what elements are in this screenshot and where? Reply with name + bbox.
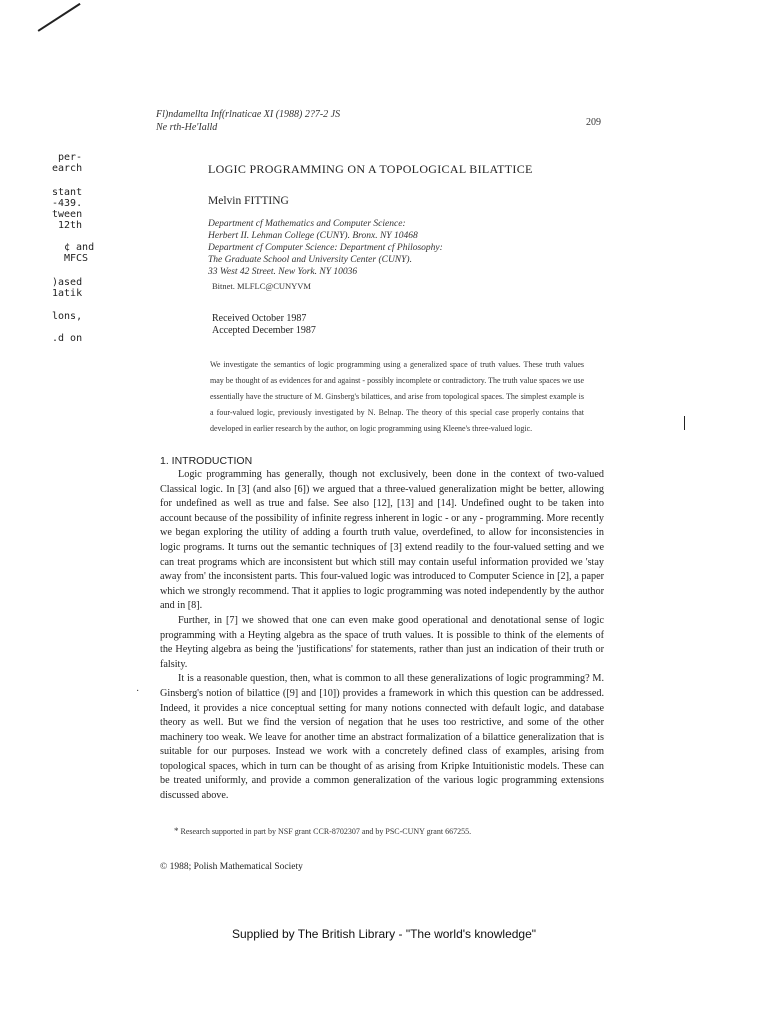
journal-line-1: Fl)ndamellta Inf(rlnaticae XI (1988) 2?7-2 JS bbox=[156, 109, 341, 120]
affiliation-line: Department cf Mathematics and Computer Science: bbox=[208, 219, 406, 229]
paragraph: It is a reasonable question, then, what is common to all these generalizations of logic programming? M. Ginsberg's notion of bilattice ([9] and [10]) provides a framework in which this question can be addressed. Indeed, it provides a nice conceptual setting for many notions connected with default logic, and database theory as well. But we find the version of negation that he uses too restrictive, and some of the other machinery too weak. We leave for another time an abstract formalization of a bilattice generalization that is suitable for our purposes. Instead we work with a concretely defined class of examples, arising from topological spaces, which in turn can be thought of as arising from Kripke Intuitionistic models. These can be treated uniformly, and provide a common generalization of the various logic programming extensions discussed above. bbox=[160, 673, 604, 802]
margin-fragment: 1atik bbox=[52, 288, 83, 299]
margin-fragment: stant bbox=[52, 187, 83, 198]
received-date: Received October 1987 bbox=[212, 313, 307, 324]
paragraph: Logic programming has generally, though not exclusively, been done in the context of two-valued Classical logic. In [3] (and also [6]) we argued that a three-valued generalization might be better, allowing for undefined as well as true and false. See also [12], [13] and [14]. Undefined ought to be taken into account because of the possibility of infinite regress inherent in logic - or any - programming. More recently we began exploring the utility of adding a fourth truth value, overdefined, to allow for inconsistencies in logic programs. It turns out the semantic techniques of [3] extend readily to the four-valued setting and we can treat programs which are inconsistent but which still may contain useful information provided we 'stay away from' the inconsistent parts. This four-valued logic was introduced to Computer Science in [2], a paper which we strongly recommend. That it applies to logic programming was noted independently by the author and in [8]. bbox=[160, 469, 604, 612]
stray-mark: · bbox=[136, 686, 140, 697]
page-number: 209 bbox=[586, 117, 601, 128]
abstract: We investigate the semantics of logic programming using a generalized space of truth values. These truth values may be thought of as evidences for and against - possibly incomplete or contradictory. The truth value spaces we use essentially have the structure of M. Ginsberg's bilattices, and arise from topological spaces. The simplest example is a four-valued logic, previously investigated by N. Belnap. The theory of this special case properly contains that developed in earlier research by the author, on logic programming using Kleene's three-valued logic. bbox=[210, 360, 584, 433]
corner-slash-mark bbox=[38, 3, 81, 31]
affiliation-block bbox=[208, 218, 568, 278]
margin-fragment: MFCS bbox=[64, 253, 89, 264]
affiliation-line: The Graduate School and University Center (CUNY). bbox=[208, 255, 412, 265]
footnote-marker: * bbox=[174, 826, 179, 836]
footnote bbox=[174, 826, 471, 836]
body-text bbox=[160, 468, 604, 804]
bitnet-address: Bitnet. MLFLC@CUNYVM bbox=[212, 281, 311, 291]
margin-fragment: per- bbox=[58, 152, 83, 163]
author-name: Melvin FITTING bbox=[208, 195, 289, 207]
affiliation-line: 33 West 42 Street. New York. NY 10036 bbox=[208, 267, 358, 277]
journal-header bbox=[156, 108, 536, 134]
paper-title: LOGIC PROGRAMMING ON A TOPOLOGICAL BILATTICE bbox=[208, 162, 533, 176]
margin-fragment: lons, bbox=[52, 311, 83, 322]
paragraph: Further, in [7] we showed that one can even make good operational and denotational sense of logic programming with a Heyting algebra as the space of truth values. It is possible to think of the elements of the Heyting algebra as being the 'justifications' for statements, rather than just an indication of their truth or falsity. bbox=[160, 614, 604, 670]
margin-fragment: )ased bbox=[52, 277, 83, 288]
supplied-by-notice: Supplied by The British Library - "The world's knowledge" bbox=[231, 927, 537, 941]
affiliation-line: Herbert II. Lehman College (CUNY). Bronx. NY 10468 bbox=[208, 231, 418, 241]
margin-fragment: ¢ and bbox=[64, 242, 95, 253]
margin-fragment: .d on bbox=[52, 333, 83, 344]
margin-fragment: tween bbox=[52, 209, 83, 220]
margin-fragment: -439. bbox=[52, 198, 83, 209]
journal-line-2: Ne rth-He'Ialld bbox=[156, 122, 218, 133]
submission-dates bbox=[212, 313, 316, 337]
accepted-date: Accepted December 1987 bbox=[212, 325, 316, 336]
margin-bar bbox=[684, 416, 685, 430]
affiliation-line: Department cf Computer Science: Department cf Philosophy: bbox=[208, 243, 443, 253]
footnote-text: Research supported in part by NSF grant CCR-8702307 and by PSC-CUNY grant 667255. bbox=[180, 827, 472, 836]
margin-fragment: earch bbox=[52, 163, 83, 174]
copyright-line: © 1988; Polish Mathematical Society bbox=[160, 862, 303, 872]
section-heading: 1. INTRODUCTION bbox=[160, 455, 253, 467]
margin-fragment: 12th bbox=[58, 220, 83, 231]
